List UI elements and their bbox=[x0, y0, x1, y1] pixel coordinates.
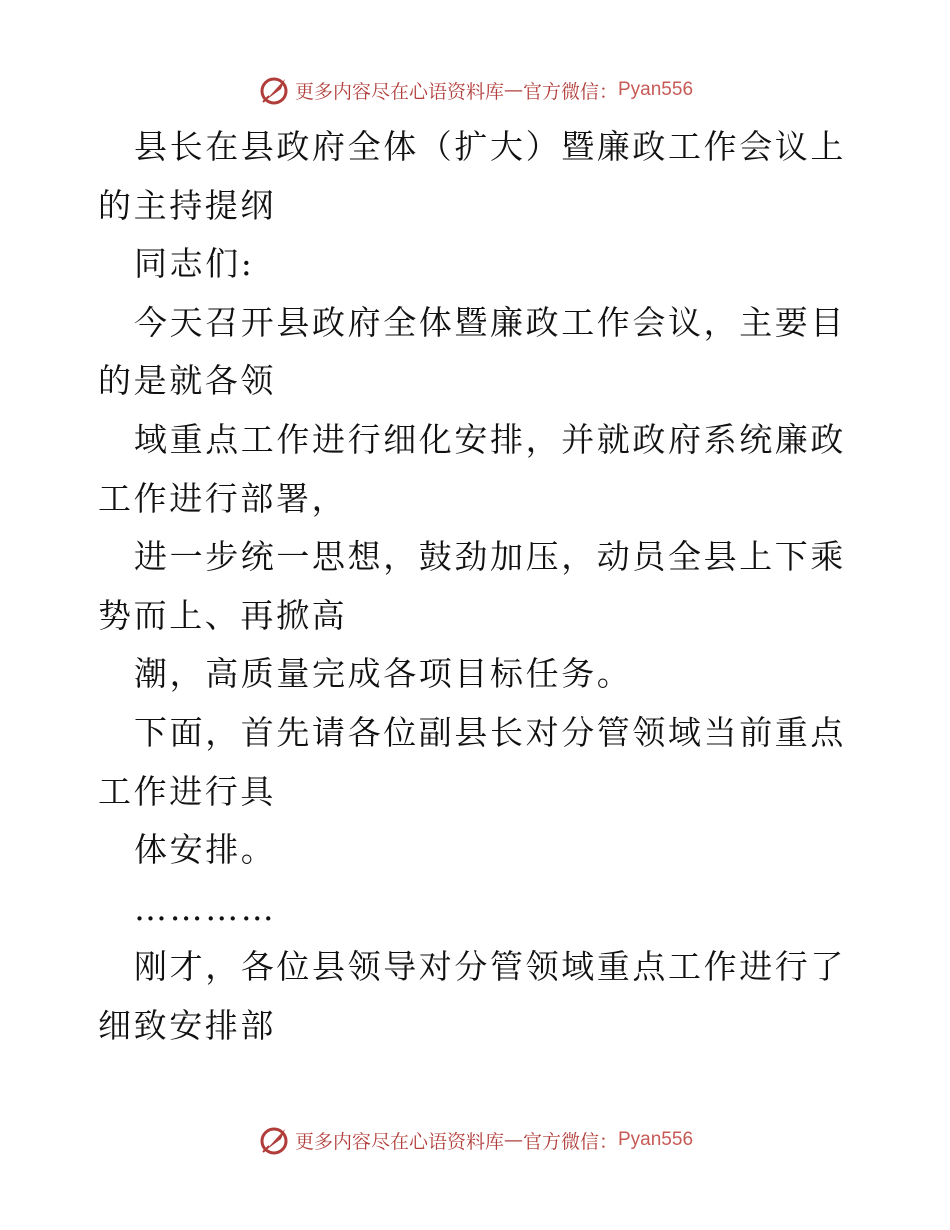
paragraph: 进一步统一思想，鼓劲加压，动员全县上下乘势而上、再掀高 bbox=[98, 537, 846, 635]
banner-dash: — bbox=[503, 1129, 523, 1151]
header-banner bbox=[0, 70, 950, 110]
salutation: 同志们: bbox=[134, 244, 255, 284]
document-body bbox=[98, 118, 858, 1056]
banner-wechat-label: 官方微信： bbox=[522, 1130, 618, 1153]
paragraph: 域重点工作进行细化安排，并就政府系统廉政工作进行部署， bbox=[98, 419, 846, 518]
banner-wechat-label: 官方微信： bbox=[522, 80, 618, 103]
banner-main-text: 更多内容尽在心语资料库 bbox=[294, 1130, 504, 1153]
paragraph: 今天召开县政府全体暨廉政工作会议，主要目的是就各领 bbox=[98, 302, 846, 401]
paragraph: 体安排。 bbox=[134, 830, 277, 870]
footer-banner bbox=[0, 1120, 950, 1160]
paragraph: 下面，首先请各位副县长对分管领域当前重点工作进行具 bbox=[98, 712, 846, 811]
quill-ring-logo-icon bbox=[257, 73, 291, 107]
banner-wechat-id: Pyan556 bbox=[618, 79, 694, 100]
document-title: 县长在县政府全体（扩大）暨廉政工作会议上的主持提纲 bbox=[98, 127, 846, 225]
quill-ring-logo-icon bbox=[257, 1123, 291, 1157]
banner-wechat-id: Pyan556 bbox=[618, 1129, 694, 1150]
banner-dash: — bbox=[503, 79, 523, 101]
paragraph: 潮，高质量完成各项目标任务。 bbox=[134, 654, 633, 694]
paragraph: 刚才，各位县领导对分管领域重点工作进行了细致安排部 bbox=[98, 947, 846, 1045]
banner-main-text: 更多内容尽在心语资料库 bbox=[294, 80, 504, 103]
ellipsis-line: ………… bbox=[134, 888, 277, 928]
